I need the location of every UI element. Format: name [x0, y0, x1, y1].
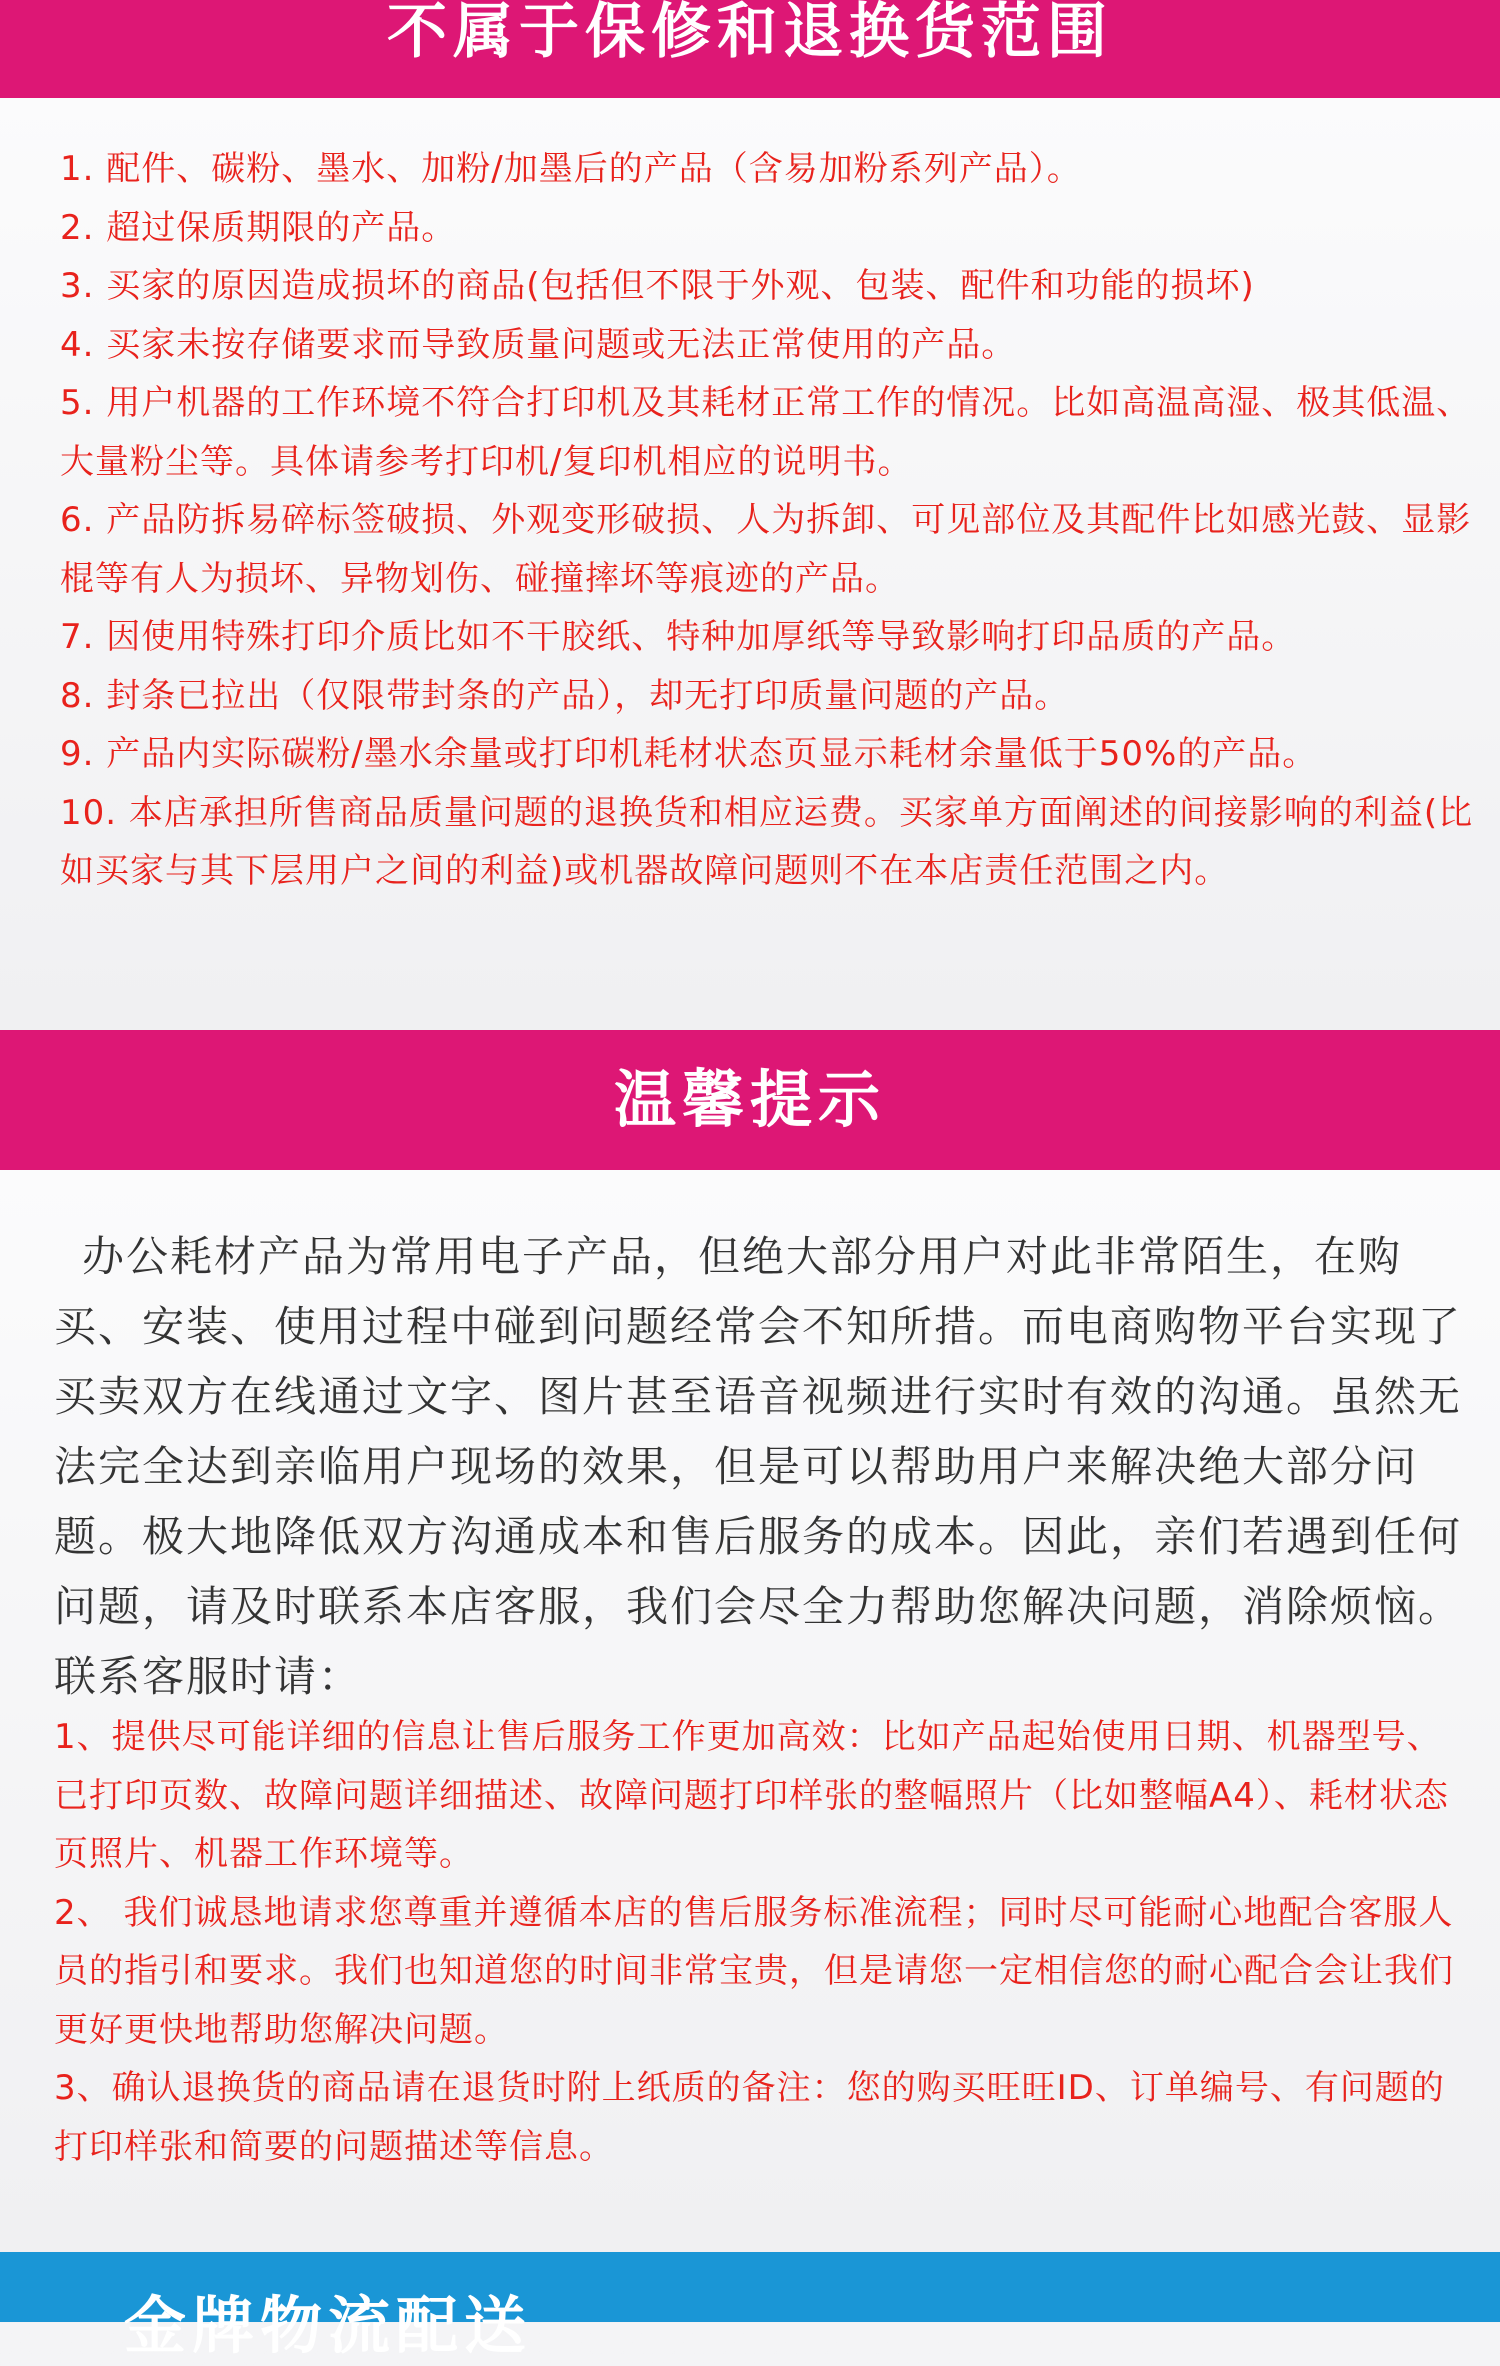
list-item: 1. 配件、碳粉、墨水、加粉/加墨后的产品（含易加粉系列产品）。: [60, 149, 1082, 189]
section-title-warranty-exclusions: 不属于保修和退换货范围: [0, 0, 1500, 98]
tips-list: [54, 1708, 1474, 2176]
list-item: 3、确认退换货的商品请在退货时附上纸质的备注：您的购买旺旺ID、订单编号、有问题的打印样张和简要的问题描述等信息。: [54, 2068, 1445, 2167]
warranty-exclusions-list: [60, 140, 1490, 901]
warranty-exclusions-section: [0, 98, 1500, 1030]
list-item: 10. 本店承担所售商品质量问题的退换货和相应运费。买家单方面阐述的间接影响的利益(比如买家与其下层用户之间的利益)或机器故障问题则不在本店责任范围之内。: [60, 792, 1474, 891]
list-item: 1、提供尽可能详细的信息让售后服务工作更加高效：比如产品起始使用日期、机器型号、已打印页数、故障问题详细描述、故障问题打印样张的整幅照片（比如整幅A4）、耗材状态页照片、机器工作环境等。: [54, 1717, 1449, 1874]
list-item: 8. 封条已拉出（仅限带封条的产品），却无打印质量问题的产品。: [60, 675, 1070, 716]
list-item: 6. 产品防拆易碎标签破损、外观变形破损、人为拆卸、可见部位及其配件比如感光鼓、显影棍等有人为损坏、异物划伤、碰撞摔坏等痕迹的产品。: [60, 500, 1472, 599]
list-item: 5. 用户机器的工作环境不符合打印机及其耗材正常工作的情况。比如高温高湿、极其低温、大量粉尘等。具体请参考打印机/复印机相应的说明书。: [60, 383, 1472, 482]
logistics-title-text: 金牌物流配送: [124, 2289, 533, 2362]
list-item: 4. 买家未按存储要求而导致质量问题或无法正常使用的产品。: [60, 324, 1017, 365]
tips-intro-paragraph: 办公耗材产品为常用电子产品，但绝大部分用户对此非常陌生，在购买、安装、使用过程中碰到问题经常会不知所措。而电商购物平台实现了买卖双方在线通过文字、图片甚至语音视频进行实时有效的沟通。虽然无法完全达到亲临用户现场的效果，但是可以帮助用户来解决绝大部分问题。极大地降低双方沟通成本和售后服务的成本。因此，亲们若遇到任何问题，请及时联系本店客服，我们会尽全力帮助您解决问题，消除烦恼。联系客服时请：: [54, 1232, 1463, 1701]
list-item: 2、 我们诚恳地请求您尊重并遵循本店的售后服务标准流程；同时尽可能耐心地配合客服人员的指引和要求。我们也知道您的时间非常宝贵，但是请您一定相信您的耐心配合会让我们更好更快地帮助您解决问题。: [54, 1892, 1454, 2050]
list-item: 9. 产品内实际碳粉/墨水余量或打印机耗材状态页显示耗材余量低于50%的产品。: [60, 734, 1318, 774]
section-title-tips: 温馨提示: [0, 1030, 1500, 1170]
list-item: 7. 因使用特殊打印介质比如不干胶纸、特种加厚纸等导致影响打印品质的产品。: [60, 617, 1297, 657]
list-item: 2. 超过保质期限的产品。: [60, 207, 457, 248]
section-title-logistics: [0, 2252, 1500, 2362]
tips-section: [0, 1170, 1500, 2252]
list-item: 3. 买家的原因造成损坏的商品(包括但不限于外观、包装、配件和功能的损坏): [60, 266, 1255, 306]
